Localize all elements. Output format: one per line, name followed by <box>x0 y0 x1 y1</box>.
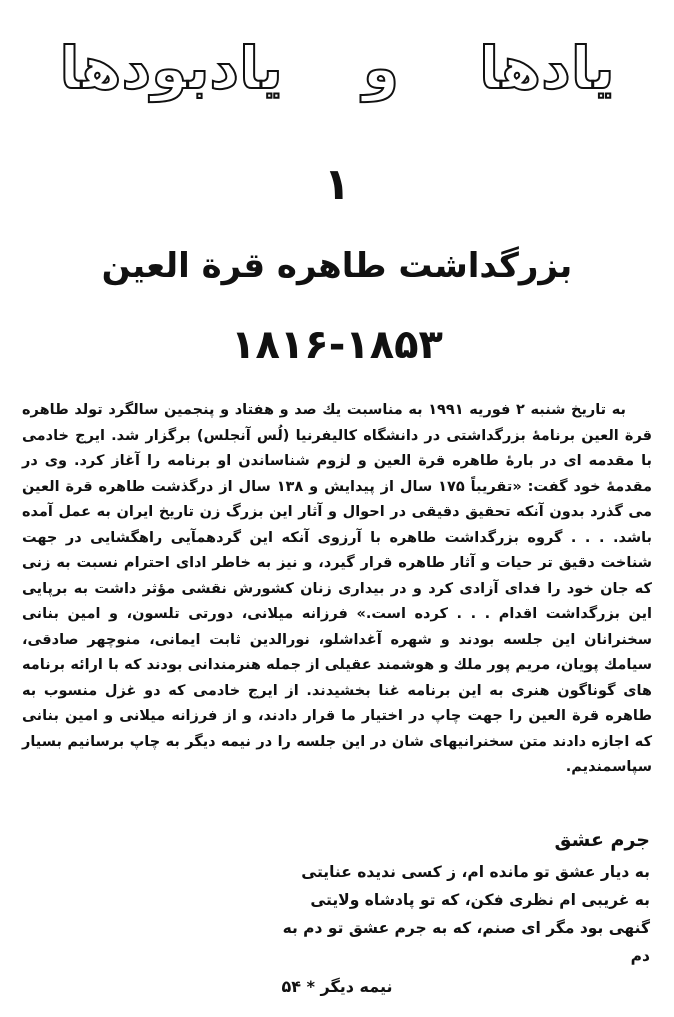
chapter-number: ۱ <box>323 159 351 210</box>
poem-line: به غریبی ام نظری فکن، که تو پادشاه ولایتی <box>310 891 650 909</box>
poem-line: گنهی بود مگر ای صنم، که به جرم عشق تو دم به دم <box>282 919 650 965</box>
chapter-years: ۱۸۱۶-۱۸۵۳ <box>231 322 443 368</box>
body-text <box>22 398 652 781</box>
body-paragraph: به تاریخ شنبه ۲ فوریه ۱۹۹۱ به مناسبت یك صد و هفتاد و پنجمین سالگرد تولد طاهره قرة العین برنامهٔ بزرگداشتی در دانشگاه کالیفرنیا (لُس آنجلس) برگزار شد. ایرج خادمی با مقدمه ای در بارهٔ طاهره قرة العین و لزوم شناساندن او برنامه را آغاز کرد. وی در مقدمهٔ خود گفت: «تقریباً ۱۷۵ سال از پیدایش و ۱۳۸ سال از درگذشت طاهره قرة العین می گذرد بدون آنکه تحقیق دقیقی در احوال و آثار این بزرگ زن تاریخ ایران به عمل آمده باشد. . . . گروه بزرگداشت طاهره با آرزوی آنکه این گردهمآیی راهگشایی در جهت شناخت دقیق تر حیات و آثار طاهره قرار گیرد، و نیز به خاطر ادای احترام نسبت به زنی که جان خود را فدای آزادی کرد و در بیداری زنان کشورش نقشی مؤثر داشت به برپایی این بزرگداشت اقدام . . . کرده است.» فرزانه میلانی، دورتی تلسون، و امین بنانی سخنرانان این جلسه بودند و شهره آغداشلو، نورالدین ثابت ایمانی، منوچهر صادقی، سیامك پویان، مریم پور ملك و هوشمند عقیلی از جمله هنرمندانی بودند که با ارائه برنامه های گوناگون هنری به این برنامه غنا بخشیدند. از ایرج خادمی که دو غزل منسوب به طاهره قرة العین را جهت چاپ در اختیار ما قرار دادند، و از فرزانه میلانی و امین بنانی که اجازه دادند متن سخنرانیهای شان در این جلسه را در نیمه دیگر به چاپ برسانیم بسیار سپاسمندیم. <box>22 402 652 775</box>
poem <box>270 826 650 970</box>
poem-title: جرم عشق <box>554 829 650 851</box>
book-title: یادها و یادبودها <box>59 34 615 102</box>
chapter-title: بزرگداشت طاهره قرة العین <box>101 246 573 286</box>
poem-line: به دیار عشق تو مانده ام، ز کسی ندیده عنایتی <box>301 863 650 881</box>
page-footer: نیمه دیگر * ۵۴ <box>281 977 393 996</box>
